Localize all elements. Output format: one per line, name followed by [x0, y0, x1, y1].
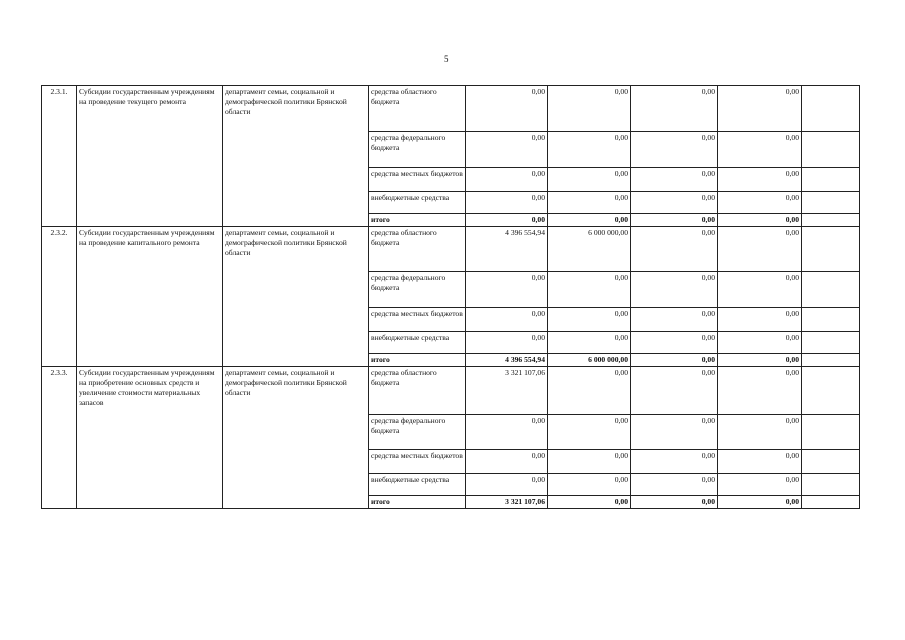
table-row [42, 367, 860, 415]
amount-cell: 0,00 [548, 496, 631, 509]
funding-source: средства местных бюджетов [369, 450, 466, 474]
amount-cell: 0,00 [631, 308, 718, 332]
item-executor: департамент семьи, социальной и демографической политики Брянской области [223, 227, 369, 367]
empty-cell [802, 192, 860, 214]
funding-source: средства областного бюджета [369, 86, 466, 132]
funding-source: итого [369, 214, 466, 227]
amount-cell: 0,00 [548, 168, 631, 192]
amount-cell: 0,00 [631, 367, 718, 415]
amount-cell: 0,00 [631, 132, 718, 168]
amount-cell: 0,00 [718, 192, 802, 214]
page-number: 5 [444, 54, 449, 64]
amount-cell: 0,00 [548, 86, 631, 132]
amount-cell: 0,00 [466, 192, 548, 214]
amount-cell: 0,00 [548, 415, 631, 450]
table-row [42, 227, 860, 272]
empty-cell [802, 354, 860, 367]
amount-cell: 3 321 107,06 [466, 367, 548, 415]
item-number: 2.3.2. [42, 227, 77, 367]
amount-cell: 0,00 [718, 272, 802, 308]
amount-cell: 0,00 [466, 474, 548, 496]
amount-cell: 0,00 [548, 450, 631, 474]
amount-cell: 0,00 [718, 474, 802, 496]
funding-source: средства местных бюджетов [369, 308, 466, 332]
amount-cell: 0,00 [718, 227, 802, 272]
funding-source: средства областного бюджета [369, 227, 466, 272]
amount-cell: 0,00 [718, 367, 802, 415]
item-executor: департамент семьи, социальной и демографической политики Брянской области [223, 86, 369, 227]
amount-cell: 0,00 [631, 214, 718, 227]
amount-cell: 0,00 [631, 450, 718, 474]
empty-cell [802, 168, 860, 192]
amount-cell: 0,00 [466, 132, 548, 168]
funding-source: внебюджетные средства [369, 474, 466, 496]
empty-cell [802, 86, 860, 132]
amount-cell: 0,00 [718, 214, 802, 227]
table-row [42, 86, 860, 132]
amount-cell: 0,00 [718, 132, 802, 168]
item-executor: департамент семьи, социальной и демографической политики Брянской области [223, 367, 369, 509]
empty-cell [802, 367, 860, 415]
amount-cell: 4 396 554,94 [466, 227, 548, 272]
funding-source: средства местных бюджетов [369, 168, 466, 192]
amount-cell: 0,00 [466, 168, 548, 192]
amount-cell: 0,00 [548, 272, 631, 308]
amount-cell: 0,00 [718, 354, 802, 367]
amount-cell: 0,00 [631, 168, 718, 192]
amount-cell: 0,00 [548, 192, 631, 214]
amount-cell: 3 321 107,06 [466, 496, 548, 509]
amount-cell: 0,00 [718, 308, 802, 332]
item-title: Субсидии государственным учреждениям на проведение текущего ремонта [77, 86, 223, 227]
empty-cell [802, 272, 860, 308]
item-title: Субсидии государственным учреждениям на приобретение основных средств и увеличение стоимости материальных запасов [77, 367, 223, 509]
amount-cell: 0,00 [631, 474, 718, 496]
empty-cell [802, 496, 860, 509]
funding-source: средства областного бюджета [369, 367, 466, 415]
amount-cell: 0,00 [466, 450, 548, 474]
funding-source: внебюджетные средства [369, 192, 466, 214]
item-number: 2.3.3. [42, 367, 77, 509]
empty-cell [802, 450, 860, 474]
amount-cell: 0,00 [466, 332, 548, 354]
amount-cell: 0,00 [718, 415, 802, 450]
amount-cell: 0,00 [466, 272, 548, 308]
amount-cell: 0,00 [631, 354, 718, 367]
amount-cell: 4 396 554,94 [466, 354, 548, 367]
funding-source: средства федерального бюджета [369, 132, 466, 168]
empty-cell [802, 474, 860, 496]
item-title: Субсидии государственным учреждениям на проведение капитального ремонта [77, 227, 223, 367]
empty-cell [802, 214, 860, 227]
amount-cell: 0,00 [631, 227, 718, 272]
empty-cell [802, 227, 860, 272]
amount-cell: 0,00 [548, 308, 631, 332]
amount-cell: 0,00 [718, 450, 802, 474]
amount-cell: 0,00 [466, 308, 548, 332]
amount-cell: 0,00 [718, 496, 802, 509]
amount-cell: 0,00 [466, 214, 548, 227]
funding-source: средства федерального бюджета [369, 272, 466, 308]
amount-cell: 0,00 [631, 192, 718, 214]
budget-table [41, 85, 860, 509]
amount-cell: 0,00 [631, 415, 718, 450]
amount-cell: 0,00 [548, 332, 631, 354]
funding-source: средства федерального бюджета [369, 415, 466, 450]
empty-cell [802, 308, 860, 332]
amount-cell: 0,00 [548, 367, 631, 415]
amount-cell: 0,00 [548, 474, 631, 496]
amount-cell: 0,00 [718, 168, 802, 192]
amount-cell: 0,00 [718, 86, 802, 132]
amount-cell: 0,00 [631, 86, 718, 132]
funding-source: итого [369, 496, 466, 509]
budget-table-body [42, 86, 860, 509]
empty-cell [802, 132, 860, 168]
funding-source: итого [369, 354, 466, 367]
amount-cell: 0,00 [548, 214, 631, 227]
funding-source: внебюджетные средства [369, 332, 466, 354]
amount-cell: 6 000 000,00 [548, 354, 631, 367]
amount-cell: 0,00 [631, 332, 718, 354]
amount-cell: 0,00 [466, 86, 548, 132]
amount-cell: 0,00 [466, 415, 548, 450]
empty-cell [802, 332, 860, 354]
amount-cell: 0,00 [548, 132, 631, 168]
amount-cell: 0,00 [631, 496, 718, 509]
empty-cell [802, 415, 860, 450]
amount-cell: 0,00 [718, 332, 802, 354]
item-number: 2.3.1. [42, 86, 77, 227]
amount-cell: 0,00 [631, 272, 718, 308]
amount-cell: 6 000 000,00 [548, 227, 631, 272]
